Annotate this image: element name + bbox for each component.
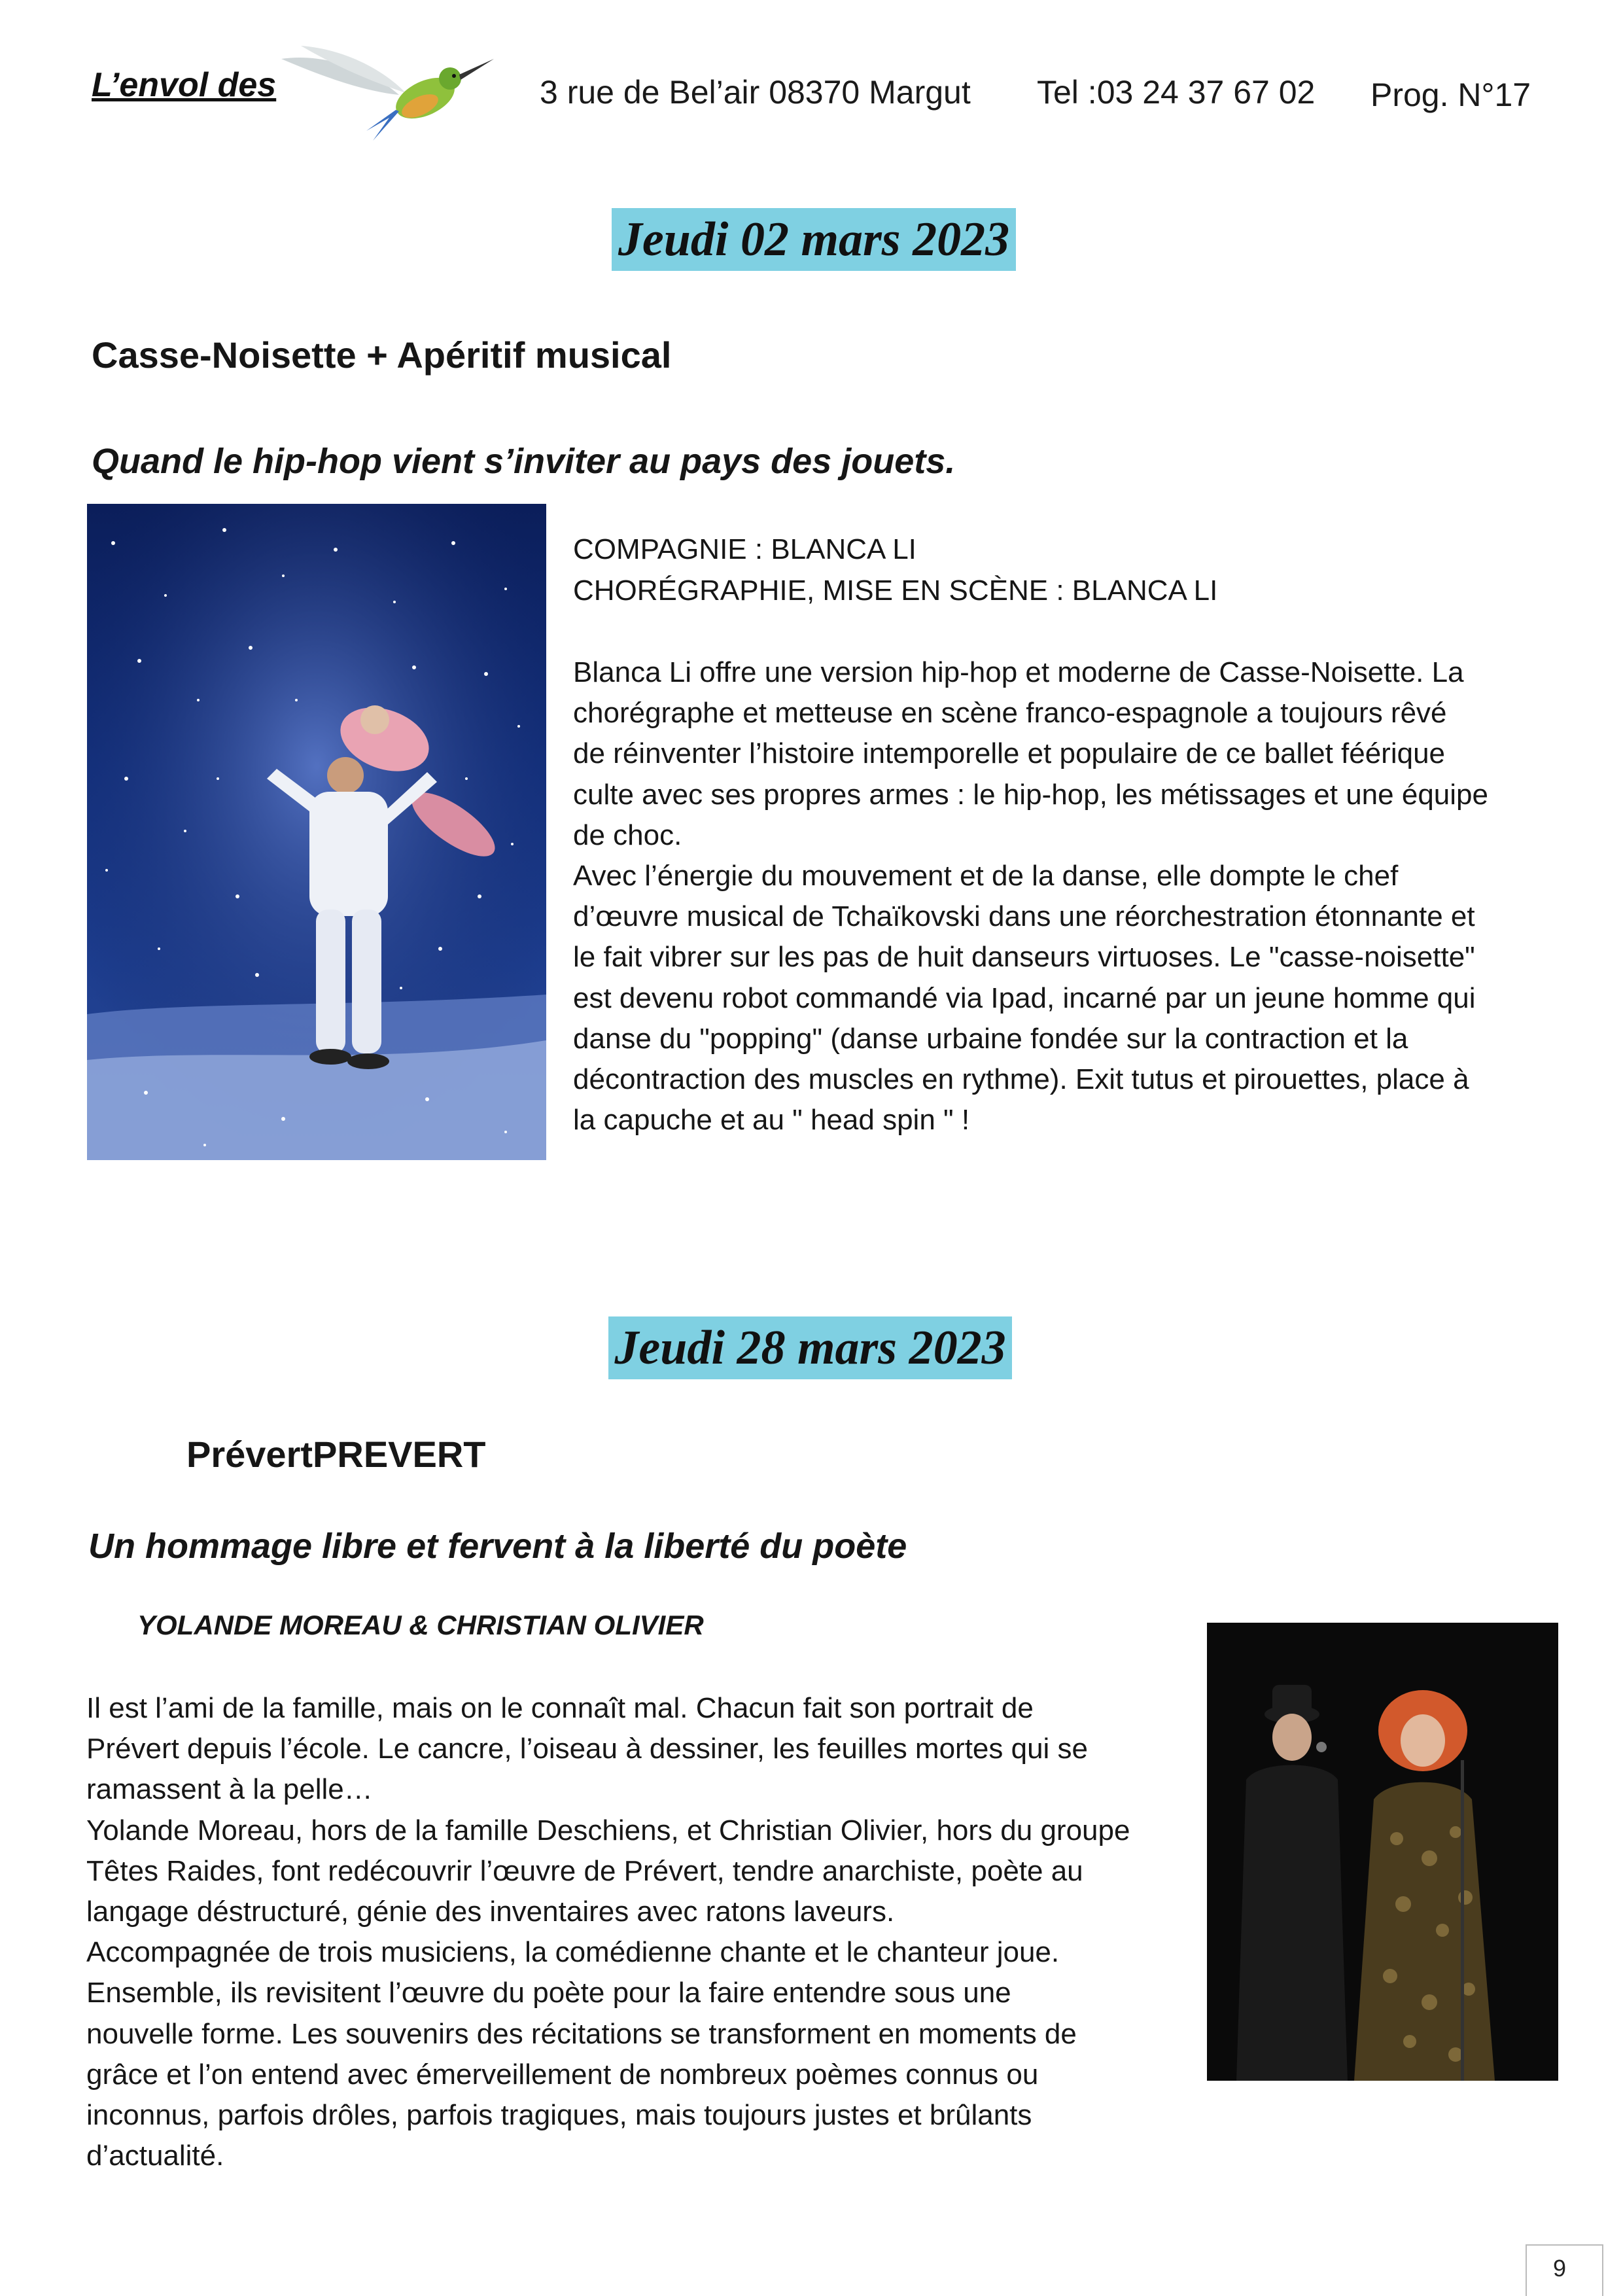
event1-description xyxy=(573,652,1541,1140)
description-line: de choc. xyxy=(573,819,682,851)
description-line: culte avec ses propres armes : le hip-hop, les métissages et une équipe xyxy=(573,778,1488,811)
performers-illustration xyxy=(1207,1623,1558,2081)
hummingbird-logo-icon xyxy=(275,33,497,150)
description-line: Yolande Moreau, hors de la famille Deschiens, et Christian Olivier, hors du groupe xyxy=(86,1814,1130,1846)
description-line: Accompagnée de trois musiciens, la comédienne chante et le chanteur joue. xyxy=(86,1936,1060,1969)
description-line: inconnus, parfois drôles, parfois tragiques, mais toujours justes et brûlants xyxy=(86,2099,1032,2132)
description-line: la capuche et au " head spin " ! xyxy=(573,1104,970,1137)
description-line: décontraction des muscles en rythme). Exit tutus et pirouettes, place à xyxy=(573,1063,1469,1096)
event2-date-banner: Jeudi 28 mars 2023 xyxy=(608,1316,1012,1379)
logo-text: L’envol des xyxy=(92,66,277,104)
event2-artists: YOLANDE MOREAU & CHRISTIAN OLIVIER xyxy=(137,1610,704,1640)
description-line: langage déstructuré, génie des inventaires avec ratons laveurs. xyxy=(86,1896,895,1928)
description-line: Têtes Raides, font redécouvrir l’œuvre de Prévert, tendre anarchiste, poète au xyxy=(86,1854,1083,1887)
event1-title: Casse-Noisette + Apéritif musical xyxy=(92,334,672,376)
description-line: Blanca Li offre une version hip-hop et moderne de Casse-Noisette. La xyxy=(573,656,1464,688)
event1-subtitle: Quand le hip-hop vient s’inviter au pays des jouets. xyxy=(92,442,956,481)
description-line: d’œuvre musical de Tchaïkovski dans une réorchestration étonnante et xyxy=(573,900,1475,933)
description-line: Ensemble, ils revisitent l’œuvre du poète pour la faire entendre sous une xyxy=(86,1977,1011,2009)
event1-credits xyxy=(573,529,1217,611)
event1-date-banner: Jeudi 02 mars 2023 xyxy=(612,208,1016,271)
description-line: le fait vibrer sur les pas de huit danseurs virtuoses. Le "casse-noisette" xyxy=(573,941,1475,974)
page-number: 9 xyxy=(1553,2255,1567,2282)
description-line: est devenu robot commandé via Ipad, incarné par un jeune homme qui xyxy=(573,981,1476,1014)
description-line: Avec l’énergie du mouvement et de la danse, elle dompte le chef xyxy=(573,860,1399,892)
description-line: nouvelle forme. Les souvenirs des récitations se transforment en moments de xyxy=(86,2017,1077,2050)
description-line: grâce et l’on entend avec émerveillement de nombreux poèmes connus ou xyxy=(86,2058,1039,2091)
event2-description xyxy=(86,1688,1212,2176)
event2-subtitle: Un hommage libre et fervent à la liberté du poète xyxy=(88,1527,907,1566)
credit-company: COMPAGNIE : BLANCA LI xyxy=(573,533,916,565)
phone-number: Tel :03 24 37 67 02 xyxy=(1037,74,1316,111)
description-line: chorégraphe et metteuse en scène franco-espagnole a toujours rêvé xyxy=(573,697,1447,730)
description-line: danse du "popping" (danse urbaine fondée sur la contraction et la xyxy=(573,1022,1408,1055)
program-number: Prog. N°17 xyxy=(1370,77,1531,113)
event1-dance-photo xyxy=(87,504,546,1160)
description-line: de réinventer l’histoire intemporelle et populaire de ce ballet féérique xyxy=(573,737,1446,770)
description-line: Prévert depuis l’école. Le cancre, l’oiseau à dessiner, les feuilles mortes qui se xyxy=(86,1733,1089,1765)
description-line: d’actualité. xyxy=(86,2140,224,2172)
event2-title: PrévertPREVERT xyxy=(186,1434,486,1475)
credit-choreography: CHORÉGRAPHIE, MISE EN SCÈNE : BLANCA LI xyxy=(573,574,1218,607)
description-line: Il est l’ami de la famille, mais on le connaît mal. Chacun fait son portrait de xyxy=(86,1692,1034,1724)
event2-performers-photo xyxy=(1207,1623,1558,2081)
snow-stage-illustration xyxy=(87,504,546,1160)
address: 3 rue de Bel’air 08370 Margut xyxy=(540,74,971,111)
description-line: ramassent à la pelle… xyxy=(86,1773,373,1806)
